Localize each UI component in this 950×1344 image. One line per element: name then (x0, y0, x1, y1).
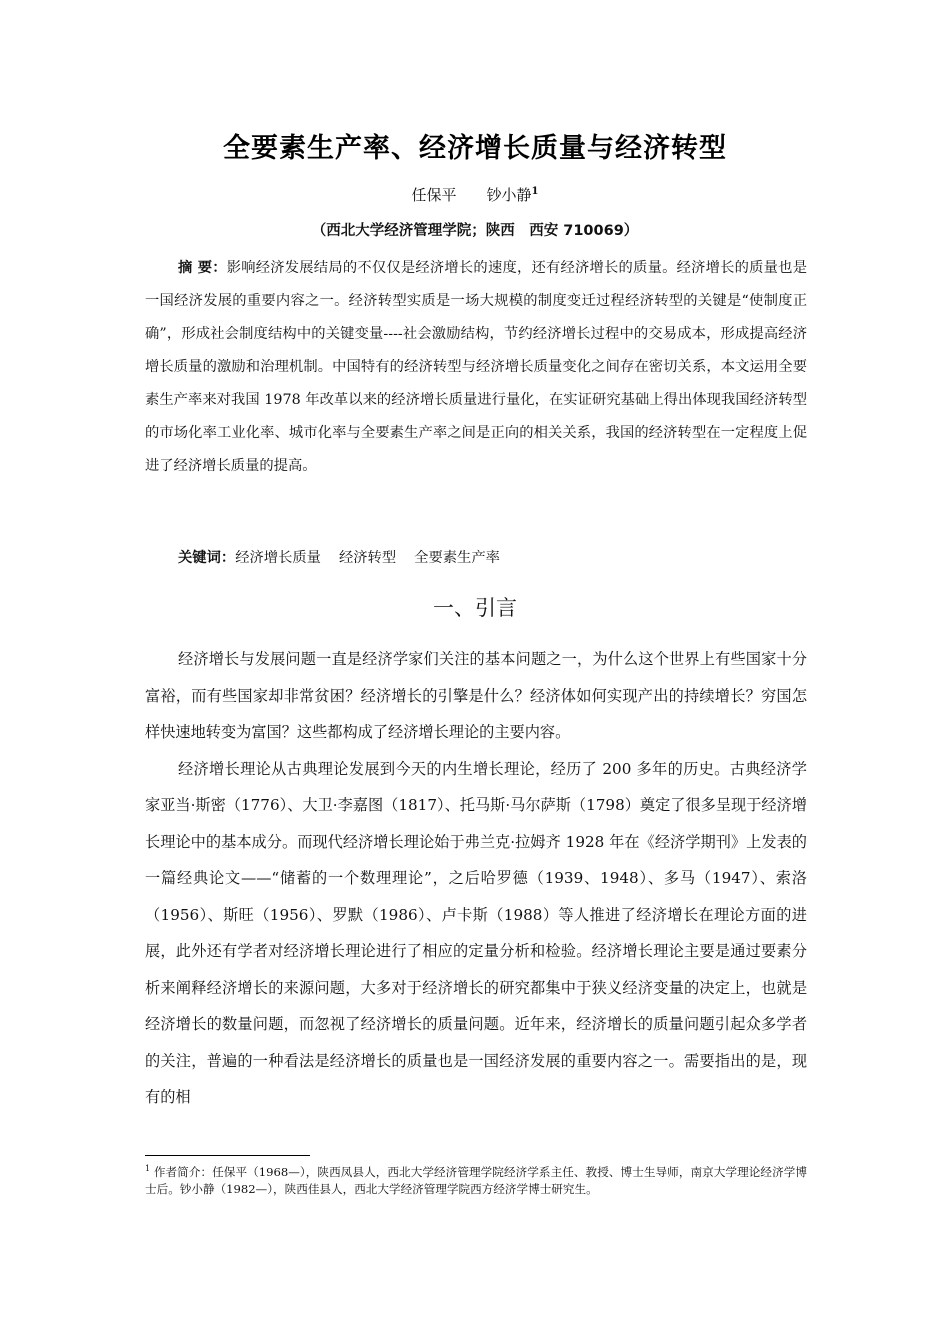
footnote-marker: 1 (145, 1164, 151, 1173)
paper-title: 全要素生产率、经济增长质量与经济转型 (223, 133, 727, 164)
keyword: 全要素生产率 (414, 550, 500, 566)
paragraph: 经济增长与发展问题一直是经济学家们关注的基本问题之一，为什么这个世界上有些国家十分富裕，而有些国家却非常贫困？经济增长的引擎是什么？经济体如何实现产出的持续增长？穷国怎样快速地转变为富国？这些都构成了经济增长理论的主要内容。 (145, 650, 807, 741)
paragraph: 经济增长理论从古典理论发展到今天的内生增长理论，经历了 200 多年的历史。古典经济学家亚当·斯密（1776）、大卫·李嘉图（1817）、托马斯·马尔萨斯（1798）奠定了很多呈现于经济增长理论中的基本成分。而现代经济增长理论始于弗兰克·拉姆齐 1928 年在《经济学期刊》上发表的一篇经典论文——“储蓄的一个数理理论”，之后哈罗德（1939、1948）、多马（1947）、索洛（1956）、斯旺（1956）、罗默（1986）、卢卡斯（1988）等人推进了经济增长在理论方面的进展，此外还有学者对经济增长理论进行了相应的定量分析和检验。经济增长理论主要是通过要素分析来阐释经济增长的来源问题，大多对于经济增长的研究都集中于狭义经济变量的决定上，也就是经济增长的数量问题，而忽视了经济增长的质量问题。近年来，经济增长的质量问题引起众多学者的关注，普遍的一种看法是经济增长的质量也是一国经济发展的重要内容之一。需要指出的是，现有的相 (145, 759, 807, 1106)
footnote-marker: 1 (531, 186, 539, 197)
body-text (145, 641, 807, 1116)
footnote-text: 作者简介：任保平（1968—），陕西凤县人，西北大学经济管理学院经济学系主任、教授、博士生导师，南京大学理论经济学博士后。钞小静（1982—），陕西佳县人，西北大学经济管理学院西方经济学博士研究生。 (145, 1164, 807, 1197)
author-line (0, 184, 950, 205)
abstract (145, 252, 807, 483)
keywords-label: 关键词： (178, 550, 236, 566)
footnote-divider (145, 1155, 310, 1156)
abstract-text: 影响经济发展结局的不仅仅是经济增长的速度，还有经济增长的质量。经济增长的质量也是一国经济发展的重要内容之一。经济转型实质是一场大规模的制度变迁过程经济转型的关键是“使制度正确”，形成社会制度结构中的关键变量----社会激励结构，节约经济增长过程中的交易成本，形成提高经济增长质量的激励和治理机制。中国特有的经济转型与经济增长质量变化之间存在密切关系，本文运用全要素生产率来对我国 1978 年改革以来的经济增长质量进行量化，在实证研究基础上得出体现我国经济转型的市场化率工业化率、城市化率与全要素生产率之间是正向的相关关系，我国的经济转型在一定程度上促进了经济增长质量的提高。 (145, 260, 807, 474)
affiliation: （西北大学经济管理学院；陕西 西安 710069） (311, 223, 639, 239)
keyword: 经济转型 (338, 550, 397, 566)
keyword: 经济增长质量 (235, 550, 321, 566)
footnote (145, 1160, 807, 1199)
author-name: 钞小静 (486, 186, 532, 204)
section-heading: 一、引言 (433, 596, 517, 620)
author-name: 任保平 (411, 186, 457, 204)
keywords (178, 547, 518, 567)
abstract-label: 摘 要： (178, 260, 227, 276)
